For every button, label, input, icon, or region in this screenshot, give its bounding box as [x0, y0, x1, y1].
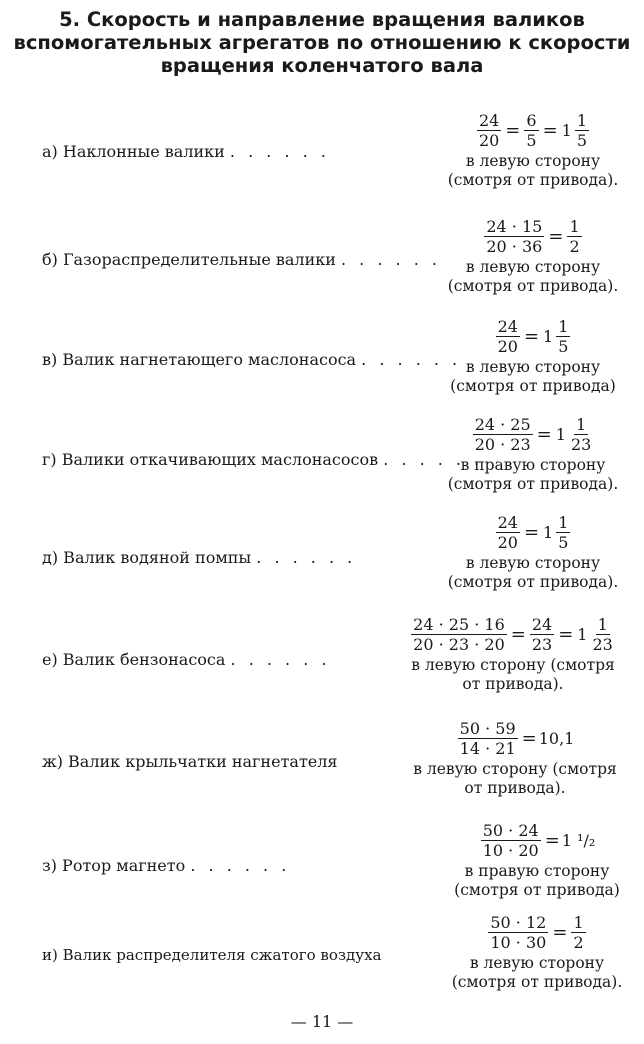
direction-text: в правую сторону — [460, 456, 606, 474]
page-title — [0, 8, 644, 77]
item-label: д) Валик водяной помпы — [42, 548, 252, 567]
item-label: и) Валик распределителя сжатого воздуха — [42, 946, 382, 964]
ratio-formula: $\frac{50 \cdot 12}{10 \cdot 30}$ = $\frac{1}{2}$ — [490, 912, 584, 952]
item-label: е) Валик бензонасоса — [42, 650, 226, 669]
dot-leader: . . . . . . — [361, 350, 462, 369]
ratio-formula: $\frac{50 \cdot 59}{14 \cdot 21}$ = 10,1 — [459, 718, 575, 758]
ratio-block — [428, 108, 638, 190]
item-label: ж) Валик крыльчатки нагнетателя — [42, 752, 338, 771]
ratio-block — [428, 314, 638, 396]
direction-text: в левую сторону (смотря — [411, 656, 615, 674]
direction-note: от привода). — [464, 779, 566, 797]
ratio-formula: $\frac{24}{20}$ = $\frac{6}{5}$ = 1 $\frac{1}{5}$ — [478, 110, 588, 150]
item-label: г) Валики откачивающих маслонасосов — [42, 450, 379, 469]
item-label: а) Наклонные валики — [42, 142, 225, 161]
direction-note: (смотря от привода). — [451, 973, 623, 991]
direction-note: (смотря от привода). — [447, 171, 619, 189]
direction-text: в левую сторону — [465, 554, 601, 572]
direction-note: (смотря от привода). — [447, 573, 619, 591]
direction-note: (смотря от привода). — [447, 277, 619, 295]
dot-leader: . . . . . . — [190, 856, 291, 875]
ratio-block — [392, 716, 638, 798]
direction-note: (смотря от привода) — [450, 377, 616, 395]
ratio-block — [428, 510, 638, 592]
ratio-block — [428, 412, 638, 494]
item-label: б) Газораспределительные валики — [42, 250, 336, 269]
ratio-formula: $\frac{24 \cdot 25 \cdot 16}{20 \cdot 23 \cdot 20}$ = $\frac{24}{23}$ = 1 $\frac{1}{23}$ — [413, 614, 613, 654]
dot-leader: . . . . . . — [341, 250, 441, 269]
ratio-value: 1 ¹/₂ — [561, 830, 596, 850]
item-label: в) Валик нагнетающего маслонасоса — [42, 350, 357, 369]
direction-text: в левую сторону (смотря — [413, 760, 617, 778]
ratio-block — [428, 214, 638, 296]
title-line-3: вращения коленчатого вала — [160, 54, 484, 77]
direction-text: в правую сторону — [464, 862, 610, 880]
ratio-formula: $\frac{24 \cdot 15}{20 \cdot 36}$ = $\frac{1}{2}$ — [486, 216, 580, 256]
ratio-formula: $\frac{24}{20}$ = 1 $\frac{1}{5}$ — [497, 316, 569, 356]
direction-text: в левую сторону — [469, 954, 605, 972]
direction-note: от привода). — [462, 675, 564, 693]
dot-leader: . . . . . . — [383, 450, 484, 469]
direction-text: в левую сторону — [465, 258, 601, 276]
ratio-formula: $\frac{24}{20}$ = 1 $\frac{1}{5}$ — [497, 512, 569, 552]
ratio-formula: $\frac{50 \cdot 24}{10 \cdot 20}$ = 1 ¹/₂ — [482, 820, 596, 860]
direction-note: (смотря от привода) — [454, 881, 620, 899]
ratio-block — [386, 612, 640, 694]
dot-leader: . . . . . . — [229, 142, 330, 161]
dot-leader: . . . . . . — [230, 650, 331, 669]
ratio-formula: $\frac{24 \cdot 25}{20 \cdot 23}$ = 1 $\frac{1}{23}$ — [474, 414, 592, 454]
title-line-2: вспомогательных агрегатов по отношению к скорости — [13, 31, 631, 54]
direction-text: в левую сторону — [465, 152, 601, 170]
page-number: — 11 — — [290, 1012, 354, 1031]
item-label: з) Ротор магнето — [42, 856, 186, 875]
ratio-block — [436, 818, 638, 900]
ratio-block — [436, 910, 638, 992]
ratio-value: 10,1 — [538, 728, 575, 748]
direction-text: в левую сторону — [465, 358, 601, 376]
direction-note: (смотря от привода). — [447, 475, 619, 493]
dot-leader: . . . . . . — [256, 548, 357, 567]
title-line-1: 5. Скорость и направление вращения валиков — [59, 8, 585, 31]
